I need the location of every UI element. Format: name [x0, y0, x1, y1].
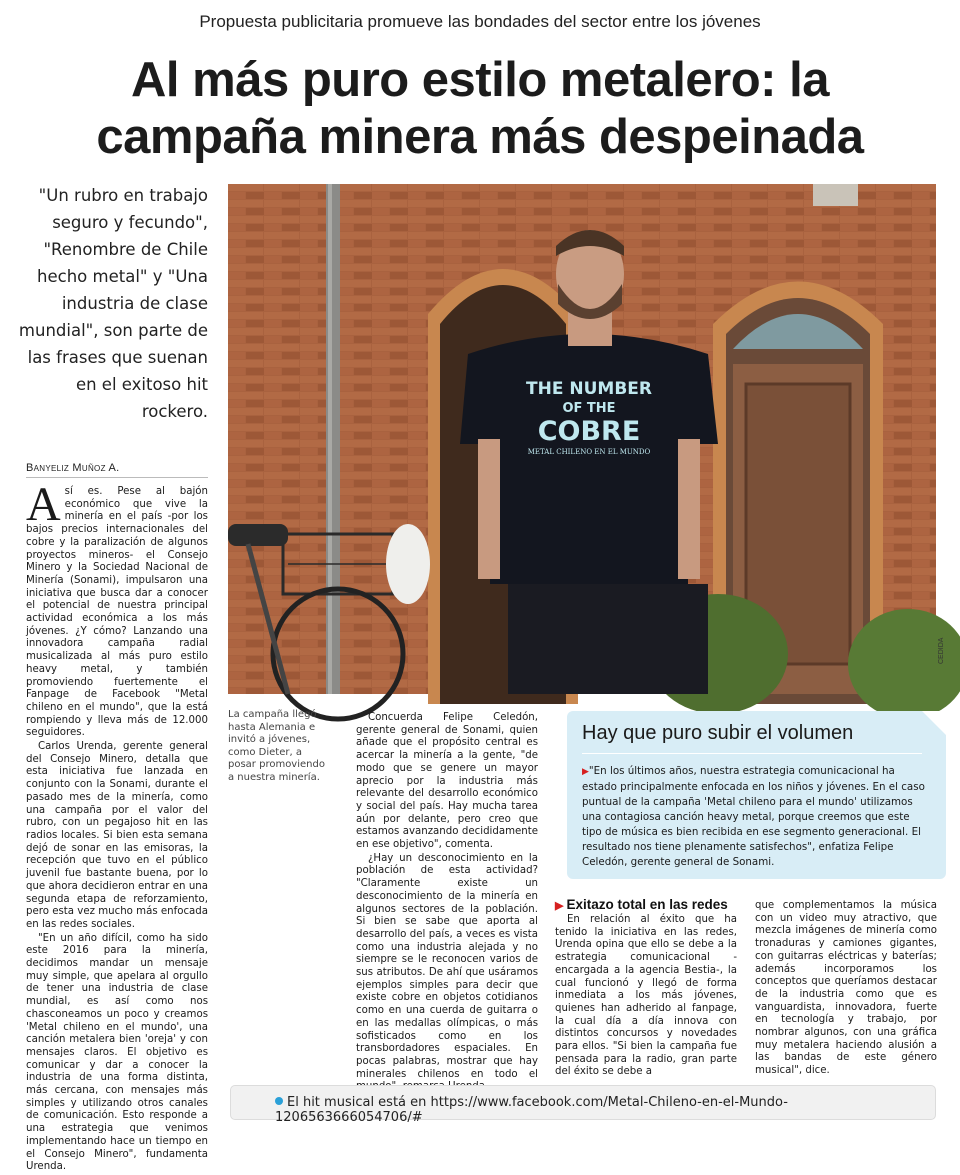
paragraph: En relación al éxito que ha tenido la iniciativa en las redes, Urenda opina que ello se debe a la estrategia comunicacional -encargada a la agencia Bestia-, la cual funcionó y llegó de forma inmediata a los más jóvenes, quienes han adherido al fanpage, la cual día a día innova con distintos concursos y novedades para ellos. "Si bien la campaña fue pensada para la radio, gran parte del éxito se debe a — [555, 914, 737, 1078]
box-title: Hay que puro subir el volumen — [582, 722, 854, 744]
box-body-text: "En los últimos años, nuestra estrategia comunicacional ha estado principalmente enfocada en los niños y jóvenes. En el caso puntual de la campaña 'Metal chileno para el mundo' utilizamos una contagiosa canción heavy metal, porque creemos que este tipo de música es bien recibida en ese segmento generacional. El resultado nos tiene plenamente satisfechos", enfatiza Felipe Celedón, gerente general de Sonami. — [582, 765, 925, 868]
box-divider — [582, 753, 922, 754]
box-notch — [922, 711, 946, 735]
column-2 — [356, 712, 538, 1095]
shirt-text-1: THE NUMBER — [526, 379, 652, 399]
bullet-icon — [275, 1097, 283, 1105]
headline — [40, 52, 920, 166]
shirt-tagline: METAL CHILENO EN EL MUNDO — [527, 448, 651, 456]
arrow-icon: ▶ — [555, 900, 564, 912]
photo-illustration — [228, 184, 936, 694]
paragraph: Carlos Urenda, gerente general del Consejo Minero, detalla que esta iniciativa fue lanzada en conjunto con la Sonami, durante el pasado mes de la minería, como una campaña por el valor del rubro, con un pegajoso hit en las radios locales. Si bien esta semana dejó de sonar en las emisoras, la recepción que tuvo en el público juvenil fue bastante buena, por lo que ahora decidieron entrar en una segunda etapa de reforzamiento, pero esta vez mucho más enfocada en las redes sociales. — [26, 741, 208, 930]
paragraph: que complementamos la música con un video muy atractivo, que mezcla imágenes de minería como tronaduras y camiones gigantes, con guitarras eléctricas y baterías; además incorporamos los conceptos que queríamos destacar de la industria como que es vanguardista, innovadora, fuerte en tecnología y trabajo, por nombrar algunos, con una gráfica muy metalera haciendo alusión a las bandas de este género musical", dice. — [755, 900, 937, 1077]
footer-link[interactable]: El hit musical está en https://www.facebook.com/Metal-Chileno-en-el-Mundo-1206563666054706/# — [275, 1095, 788, 1125]
kicker: Propuesta publicitaria promueve las bondades del sector entre los jóvenes — [199, 12, 761, 31]
pull-quote: "Un rubro en trabajo seguro y fecundo", "Renombre de Chile hecho metal" y "Una industria de clase mundial", son parte de las frases que suenan en el exitoso hit rockero. — [18, 186, 208, 421]
headline-line1: Al más puro estilo metalero: la — [131, 53, 829, 107]
column-4 — [755, 900, 937, 1079]
paragraph: sí es. Pese al bajón económico que vive la minería en el país -por los bajos precios internacionales del cobre y la paralización de algunos proyectos mineros- el Consejo Minero y la Sociedad Nacional de Minería (Sonami), impulsaron una iniciativa que busca dar a conocer el potencial de nuestra principal actividad económica a los más jóvenes. ¿Y cómo? Lanzando una innovadora campaña radial musicalizada al más puro estilo heavy metal, y también promoviendo fuertemente el Fanpage de Facebook "Metal chileno en el mundo", que la está rompiendo y lleva más de 12.000 seguidores. — [26, 486, 208, 739]
article-photo — [228, 184, 936, 694]
paragraph: ¿Hay un desconocimiento en la población de esta actividad? "Claramente existe un desconocimiento de la minería en algunos sectores de la población. Si bien se sabe que aporta al desarrollo del país, a veces es vista como una industria alejada y no siempre se le reconocen varios de sus atributos. De ahí que usáramos ejemplos simples para decir que existe cobre en objetos cotidianos como en una cuerda de guitarra o en las medallas olímpicas, o más sofisticados como en los transbordadores espaciales. En pocas palabras, mostrar que hay minerales chilenos en todo el — [356, 852, 538, 1080]
paragraph: Concuerda Felipe Celedón, gerente general de Sonami, quien añade que el propósito central es acercar la minería a la gente, "de modo que se genere un mayor aprecio por la industria más relevante del desarrollo económico y social del país. Hay mucha tarea aún por delante, pero creo que estamos avanzando decididamente en ese objetivo", comenta. — [356, 712, 538, 851]
byline — [26, 462, 208, 478]
shirt-text-3: COBRE — [537, 416, 641, 447]
arrow-icon: ▶ — [582, 767, 589, 777]
subheading — [555, 897, 728, 912]
byline-author: Banyeliz Muñoz A. — [26, 462, 120, 474]
drop-cap: A — [26, 478, 61, 531]
footer-text[interactable] — [275, 1095, 935, 1125]
footer-link-bar[interactable] — [230, 1085, 936, 1125]
column-1 — [26, 478, 208, 1175]
paragraph: "En un año difícil, como ha sido este 2016 para la minería, decidimos mandar un mensaje muy simple, que apelara al orgullo de tener una industria de clase mundial, es así como nos chasconeamos un poco y creamos 'Metal chileno en el mundo', una canción metalera bien 'oreja' y con mensajes claros. El objetivo es comunicar y dar a conocer la industria de una forma distinta, más cercana, con mensajes más simples y utilizando otros canales de comunicación. Esto responde a una estrategia que venimos implementando hace un tiempo en el Consejo Minero", fundamenta Urenda. — [26, 932, 208, 1173]
photo-caption: La campaña llegó hasta Alemania e invitó a jóvenes, como Dieter, a posar promoviendo a nuestra minería. — [228, 709, 325, 783]
photo-credit: CEDIDA — [938, 637, 945, 664]
shirt-text-2: OF THE — [562, 401, 616, 416]
headline-line2: campaña minera más despeinada — [96, 110, 864, 164]
sidebar-box — [567, 711, 946, 879]
subheading-text: Exitazo total en las redes — [566, 897, 728, 912]
column-3 — [555, 914, 737, 1080]
box-body — [582, 764, 932, 870]
